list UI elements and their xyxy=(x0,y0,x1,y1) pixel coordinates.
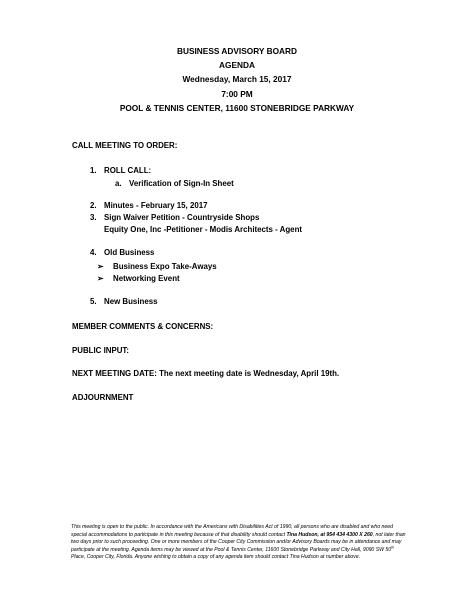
old-business-bullet xyxy=(97,274,180,284)
notice-text-3: Place, Cooper City, Florida. Anyone wishing to obtain a copy of any agenda item should contact Tina Hudson at number above. xyxy=(71,554,361,561)
member-comments-heading: MEMBER COMMENTS & CONCERNS: xyxy=(72,322,214,331)
bullet-label: Networking Event xyxy=(113,274,180,283)
public-input-heading: PUBLIC INPUT: xyxy=(72,346,129,355)
agenda-item-roll-call xyxy=(90,166,151,176)
arrow-bullet-icon: ➢ xyxy=(97,262,104,271)
agenda-item-minutes xyxy=(90,201,208,211)
item-label: Sign Waiver Petition - Countryside Shops xyxy=(104,213,260,222)
item-label: Minutes - February 15, 2017 xyxy=(104,201,208,210)
notice-text-2: , not later than two days prior to such proceeding. One or more members of the Cooper City Commission and/or Advisory Boards may be in attendance and may participate at the meeting. Agenda items may be viewed at the Pool & Tennis Center, 11600 Stonebridge Parkway and City Hall, 9090 SW 50 xyxy=(71,531,406,553)
item-label: ROLL CALL: xyxy=(104,166,152,175)
next-meeting-date: NEXT MEETING DATE: The next meeting date is Wednesday, April 19th. xyxy=(72,369,340,378)
call-to-order-heading: CALL MEETING TO ORDER: xyxy=(72,141,178,150)
notice-text-1: This meeting is open to the public. In accordance with the Americans with Disabilities Act of 1990, all persons who are disabled and who need special accommodations to participate in this meeting because of that disability should contact xyxy=(71,524,393,538)
item-label: New Business xyxy=(104,297,158,306)
agenda-header xyxy=(0,44,474,115)
item-number: 5. xyxy=(90,297,97,306)
agenda-item-sign-waiver xyxy=(90,213,259,223)
meeting-time: 7:00 PM xyxy=(221,88,253,99)
ordinal-suffix: th xyxy=(391,545,395,550)
accessibility-notice xyxy=(71,524,407,562)
agenda-item-old-business xyxy=(90,248,154,258)
document-type: AGENDA xyxy=(219,60,255,71)
agenda-subitem-verification xyxy=(115,179,234,189)
agenda-item-new-business xyxy=(90,297,158,307)
item-number: 2. xyxy=(90,201,97,210)
arrow-bullet-icon: ➢ xyxy=(97,274,104,283)
contact-name: Tina Hudson, at 954 434 4300 X 260 xyxy=(286,531,373,538)
item-number: 3. xyxy=(90,213,97,222)
bullet-label: Business Expo Take-Aways xyxy=(113,262,217,271)
item-number: 1. xyxy=(90,166,97,175)
subitem-label: Verification of Sign-In Sheet xyxy=(129,179,234,188)
old-business-bullet xyxy=(97,262,217,272)
meeting-date: Wednesday, March 15, 2017 xyxy=(182,74,292,85)
item-number: 4. xyxy=(90,248,97,257)
board-title: BUSINESS ADVISORY BOARD xyxy=(176,46,298,56)
agenda-item-sign-waiver-detail: Equity One, Inc -Petitioner - Modis Architects - Agent xyxy=(104,225,303,234)
meeting-location: POOL & TENNIS CENTER, 11600 STONEBRIDGE PARKWAY xyxy=(119,102,355,113)
adjournment-heading: ADJOURNMENT xyxy=(72,393,134,402)
item-label: Old Business xyxy=(104,248,155,257)
subitem-letter: a. xyxy=(115,179,122,188)
